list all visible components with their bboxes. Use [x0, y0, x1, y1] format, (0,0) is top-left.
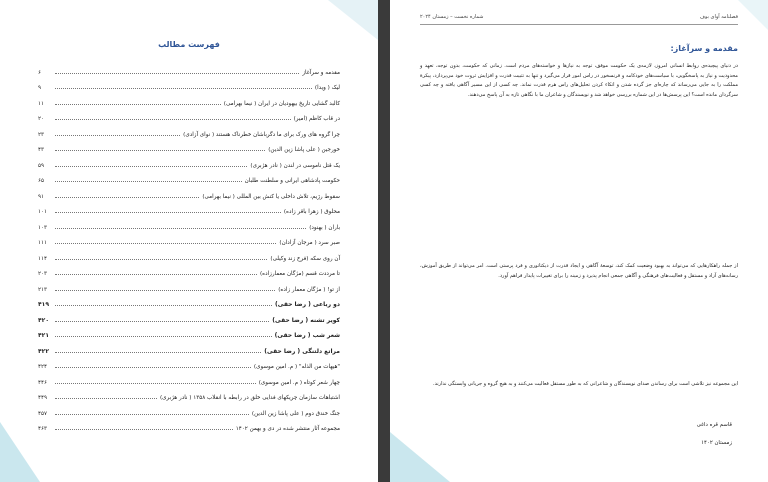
toc-leader-dots — [55, 212, 281, 213]
toc-entry-page: ۶۵ — [38, 178, 45, 184]
toc-entry[interactable] — [38, 386, 340, 402]
toc-leader-dots — [55, 135, 180, 136]
toc-entry[interactable] — [38, 401, 340, 417]
toc-entry[interactable] — [38, 246, 340, 262]
toc-entry-page: ۱۰۳ — [38, 224, 48, 231]
toc-leader-dots — [55, 197, 199, 198]
toc-entry-label: کویر تشنه ( رضا حقی) — [272, 316, 340, 324]
toc-entry-page: ۴۵۷ — [38, 410, 48, 417]
toc-entry[interactable] — [38, 76, 340, 92]
toc-entry[interactable] — [38, 308, 340, 324]
toc-entry[interactable] — [38, 370, 340, 386]
toc-leader-dots — [55, 119, 291, 120]
toc-entry-page: ۲۱۳ — [38, 286, 48, 293]
toc-leader-dots — [55, 243, 276, 244]
toc-entry-label: دو رباعی ( رضا حقی) — [275, 301, 340, 308]
toc-entry-label: خورجین ( علی پاشا زین الدین) — [268, 147, 340, 153]
toc-entry[interactable] — [38, 200, 340, 216]
toc-entry[interactable] — [38, 215, 340, 231]
toc-entry[interactable] — [38, 91, 340, 107]
toc-entry-label: "هیهات من الذله" ( م. امین موسوی) — [253, 364, 340, 370]
toc-title: فهرست مطالب — [158, 40, 220, 49]
signature-date: زمستان ۱۴۰۲ — [701, 440, 732, 446]
decorative-corner — [328, 0, 378, 40]
toc-entry-label: از تو! ( مژگان معمار زاده) — [278, 286, 340, 293]
toc-leader-dots — [55, 104, 221, 105]
toc-list — [38, 60, 340, 432]
toc-leader-dots — [55, 181, 242, 182]
paragraph: این مجموعه نیز تلاشی است برای رساندن صدای نویسندگان و شاعرانی که به طور مستقل فعالیت می‌کنند و به هیچ گروه و جریانی وابستگی ندارند. — [433, 381, 738, 387]
paragraph: در دنیای پیچیده‌ی روابط انسانی امروز، لازمه‌ی یک حکومت موفق، توجه به نیازها و خواسته‌های مردم است. زمانی که حکومت، بدون توجه، تعهد و محدودیت و نیاز به پاسخگویی، با سیاست‌های خودکامه و فرنسخور در راس امور قرار می‌گیرد و تنها به تثبیت قدرت و افزایش ثروت خود می‌پردازد، پیکرهٔ مملکت را به جایی می‌رساند که چاره‌ای جز گرده شدن و اتکاء کردن تحلیل‌های راس هرم قدرت نماند. چه کسی از این مسیر آگاهی یافته و چه کسی سرگردان مانده است؟ این پرسش‌ها در این شماره بررسی خواهد شد و نویسندگان و شاعران ما با نگاهی تازه به آن پاسخ می‌دهند. — [420, 63, 738, 98]
toc-entry-page: ۶ — [38, 69, 42, 76]
toc-entry-label: حکومت پادشاهی ایرانی و سلطنت طلبان — [244, 178, 340, 184]
toc-entry-page: ۲۰۳ — [38, 271, 48, 277]
toc-entry-page: ۲۰ — [38, 116, 45, 122]
toc-entry-page: ۱۱۴ — [38, 255, 48, 262]
toc-entry-label: باران ( بهنود) — [309, 224, 340, 231]
article-page — [390, 0, 768, 482]
toc-entry[interactable] — [38, 293, 340, 309]
toc-leader-dots — [55, 321, 269, 322]
paragraph: از جمله راهکارهایی که می‌تواند به بهبود وضعیت کمک کند، توسعهٔ آگاهی و ایجاد قدرت از دیکتاتوری و فرد پرستی است. امر می‌تواند از طریق آموزش، رسانه‌های آزاد و مستقل و فعالیت‌های فرهنگی و آگاهی جمعی انجام پذیرد و زمینه را برای تغییرات پایدار فراهم آورد. — [420, 263, 738, 279]
toc-entry-label: محلوق ( زهرا باقر زاده) — [283, 209, 340, 215]
toc-entry-label: کالبد گشایی تاریخ بیهودیان در ایران ( نیما بهرامی) — [223, 100, 340, 107]
toc-entry-page: ۴۲۱ — [38, 332, 49, 339]
toc-entry[interactable] — [38, 339, 340, 355]
toc-leader-dots — [55, 414, 249, 415]
toc-entry-page: ۱۱۱ — [38, 240, 48, 246]
toc-entry[interactable] — [38, 138, 340, 154]
toc-entry-label: صبر سرد ( مرجان آزادان) — [279, 240, 340, 246]
toc-entry-page: ۵۹ — [38, 162, 45, 169]
toc-entry-label: مقدمه و سرآغاز — [302, 69, 340, 76]
toc-entry-page: ۱۱ — [38, 100, 45, 107]
toc-entry-page: ۴۴۶ — [38, 379, 48, 386]
toc-entry-page: ۴۱۹ — [38, 301, 49, 308]
toc-entry[interactable] — [38, 277, 340, 293]
toc-entry-label: چرا گروه های ورک برای ما دگرباشان خطرناک هستند ( نوای آزادی) — [183, 131, 340, 138]
signature-name: قاسم قره داغی — [696, 422, 732, 428]
toc-entry-page: ۴۴۹ — [38, 395, 48, 401]
decorative-corner — [390, 432, 450, 482]
toc-entry[interactable] — [38, 153, 340, 169]
toc-entry[interactable] — [38, 231, 340, 247]
toc-entry[interactable] — [38, 169, 340, 185]
toc-entry-page: ۴۲۴ — [38, 364, 48, 370]
header-issue: شماره نخست – زمستان ۲۰۲۴ — [420, 14, 484, 20]
toc-entry-label: سقوط رژیم، تلاش داخلی یا کنش بین المللی ( نیما بهرامی) — [202, 193, 340, 200]
toc-entry-label: شعر شب ( رضا حقی) — [274, 332, 340, 339]
toc-entry-label: مجموعه آثار منتشر شده در دی و بهمن ۱۴۰۲ — [235, 426, 340, 432]
header-journal: فصلنامه آوای بوف — [699, 14, 738, 20]
decorative-corner — [738, 0, 768, 30]
toc-leader-dots — [55, 88, 312, 89]
decorative-corner — [0, 422, 40, 482]
toc-leader-dots — [55, 228, 306, 229]
toc-entry[interactable] — [38, 417, 340, 433]
toc-entry[interactable] — [38, 262, 340, 278]
toc-leader-dots — [55, 305, 272, 306]
toc-entry-page: ۴۲۰ — [38, 316, 49, 324]
toc-entry-page: ۹ — [38, 85, 42, 91]
toc-entry-label: اشتباهات سازمان چریکهای فدایی خلق در رابطه با انقلاب ۱۳۵۸ ( نادر هژبری) — [159, 395, 340, 401]
toc-entry-page: ۱۰۱ — [38, 209, 48, 215]
toc-leader-dots — [55, 336, 272, 337]
toc-entry[interactable] — [38, 60, 340, 76]
toc-leader-dots — [55, 274, 257, 275]
toc-leader-dots — [55, 383, 256, 384]
toc-entry-label: لیک ( ویدا) — [314, 85, 340, 91]
toc-entry[interactable] — [38, 184, 340, 200]
toc-entry-label: جنگ خندق دوم ( علی پاشا زین الدین) — [251, 410, 340, 417]
toc-leader-dots — [55, 290, 275, 291]
toc-leader-dots — [55, 259, 267, 260]
toc-entry[interactable] — [38, 324, 340, 340]
toc-leader-dots — [55, 150, 265, 151]
toc-entry-page: ۴۲۲ — [38, 347, 49, 355]
toc-entry-label: مراتع دلتنگی ( رضا حقی) — [264, 347, 340, 355]
running-header — [420, 14, 738, 25]
toc-entry-page: ۲۳ — [38, 131, 45, 138]
toc-entry-page: ۴۶۳ — [38, 426, 48, 432]
toc-entry-label: چهار شعر کوتاه ( م. امین موسوی) — [258, 379, 340, 386]
toc-leader-dots — [55, 352, 261, 353]
section-title: مقدمه و سرآغاز: — [670, 44, 738, 53]
toc-entry-page: ۹۱ — [38, 193, 45, 200]
toc-entry-label: یک قتل ناموسی در لندن ( نادر هژبری) — [250, 162, 340, 169]
toc-entry-label: آن روی سکه (فرخ زند وکیلی) — [270, 255, 340, 262]
toc-entry-label: در قاب کاظم (امیر) — [293, 116, 340, 122]
toc-entry-label: تا مرددت قسم (مژگان معمارزاده) — [259, 271, 340, 277]
toc-entry[interactable] — [38, 355, 340, 371]
toc-leader-dots — [55, 73, 299, 74]
toc-entry[interactable] — [38, 107, 340, 123]
toc-leader-dots — [55, 367, 251, 368]
toc-page — [0, 0, 378, 482]
toc-leader-dots — [55, 429, 233, 430]
toc-entry-page: ۴۳ — [38, 147, 45, 153]
toc-entry[interactable] — [38, 122, 340, 138]
toc-leader-dots — [55, 398, 157, 399]
toc-leader-dots — [55, 166, 247, 167]
